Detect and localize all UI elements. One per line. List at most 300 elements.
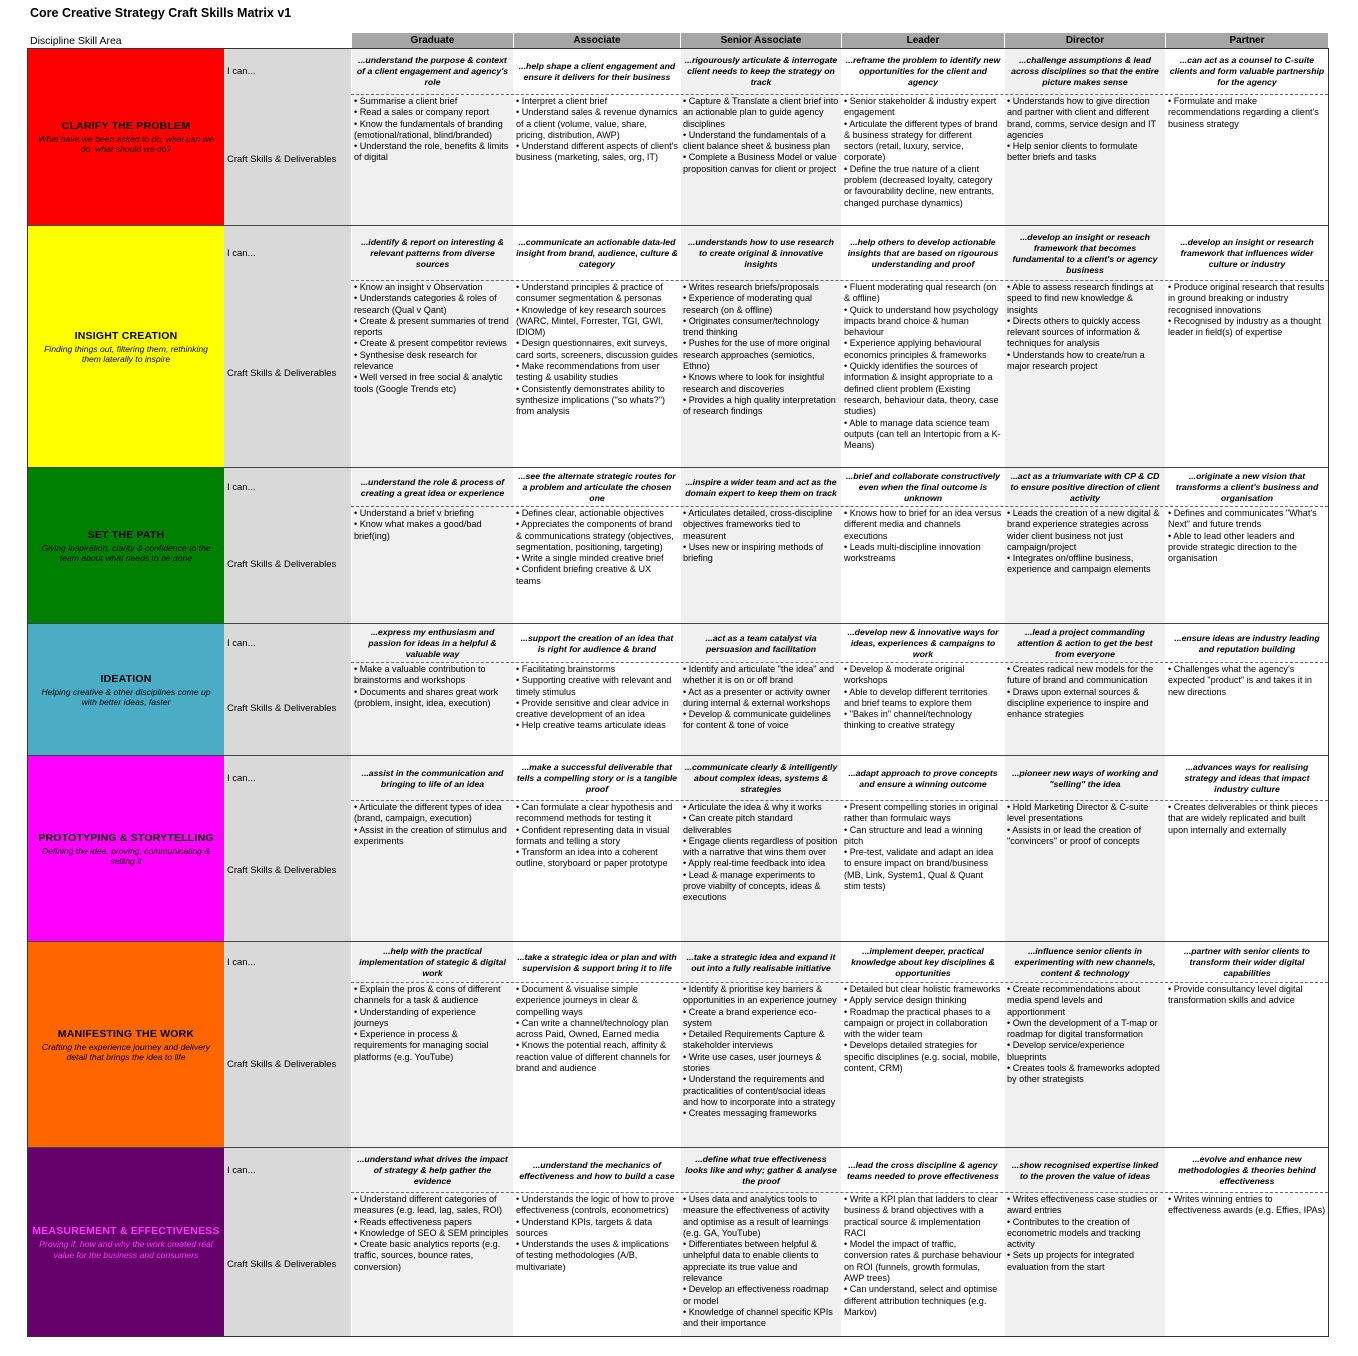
craft-skills-cell	[842, 662, 1004, 755]
skill-bullet: • Documents and shares great work (problem, insight, idea, execution)	[354, 686, 499, 708]
skill-bullet: • Create recommendations about media spend levels and apportionment	[1007, 984, 1141, 1017]
ican-statement	[514, 624, 680, 662]
skill-bullet: • Confident briefing creative & UX teams	[516, 564, 652, 586]
craft-skills-cell	[842, 1192, 1004, 1336]
ican-text: ...influence senior clients in experimenting with new channels, content & technology	[1014, 946, 1156, 978]
ican-row-label: I can...	[224, 468, 351, 506]
row-divider	[351, 800, 1328, 801]
ican-statement	[352, 1148, 513, 1192]
skill-bullet: • Produce original research that results in ground breaking or industry recognised innovations	[1168, 282, 1325, 315]
skill-bullet: • Differentiates between helpful & unhelpful data to enable clients to appreciate its true value and relevance	[683, 1239, 819, 1284]
skill-bullet: • Understands the logic of how to prove effectiveness (controls, econometrics)	[516, 1194, 675, 1216]
skill-bullet: • Develop & moderate original workshops	[844, 664, 965, 686]
ican-text: ...express my enthusiasm and passion for ideas in a helpful & valuable way	[368, 627, 497, 659]
skill-bullet: • Reads effectiveness papers	[354, 1216, 472, 1227]
ican-row-label: I can...	[224, 226, 351, 280]
ican-statement	[681, 1148, 841, 1192]
skill-bullet: • Create & present competitor reviews	[354, 338, 507, 349]
ican-text: ...understand the role & process of creating a great idea or experience	[360, 476, 505, 498]
ican-statement	[1005, 1148, 1165, 1192]
skill-bullet: • Understand sales & revenue dynamics of a client (volume, value, share, pricing, distribution, AWP)	[516, 107, 678, 140]
skill-section	[27, 48, 1329, 226]
skill-bullet: • Experience in process & requirements for managing social platforms (e.g. YouTube)	[354, 1029, 489, 1062]
skill-bullet: • Know what makes a good/bad brief(ing)	[354, 519, 482, 541]
ican-statement	[514, 48, 680, 94]
ican-statement	[1005, 468, 1165, 506]
row-divider	[351, 982, 1328, 983]
ican-text: ...lead the cross discipline & agency teams needed to prove effectiveness	[847, 1159, 999, 1181]
category-description: Defining the idea, proving, communicating & selling it	[41, 845, 211, 866]
skill-bullet: • Define the true nature of a client problem (decreased loyalty, category or favourability decline, new entrants, changed purchase dynamics)	[844, 163, 995, 208]
skill-bullet: • Appreciates the components of brand & communications strategy (objectives, segmentation, positioning, targeting)	[516, 519, 674, 552]
craft-skills-cell	[1166, 982, 1328, 1147]
level-header: Graduate	[352, 33, 513, 48]
ican-text: ...make a successful deliverable that tells a compelling story or is a tangible proof	[516, 762, 678, 794]
ican-statement	[842, 624, 1004, 662]
skill-bullet: • Knows where to look for insightful research and discoveries	[683, 372, 825, 394]
skill-bullet: • Develop service/experience blueprints	[1007, 1040, 1125, 1062]
craft-row-label: Craft Skills & Deliverables	[224, 800, 351, 941]
level-header: Associate	[514, 33, 680, 48]
skill-bullet: • Creates tools & frameworks adopted by other strategists	[1007, 1063, 1160, 1085]
ican-text: ...define what true effectiveness looks like and why; gather & analyse the proof	[685, 1154, 837, 1186]
skill-bullet: • Understand the fundamentals of a client balance sheet & business plan	[683, 129, 831, 152]
skill-bullet: • Directs others to quickly access relevant sources of information & techniques for analysis	[1007, 315, 1141, 349]
ican-text: ...communicate an actionable data-led insight from brand, audience, culture & category	[516, 237, 678, 269]
skill-bullet: • Quickly identifies the sources of information & insight appropriate to a defined client problem (Existing research, behaviour data, theory, case studies)	[844, 361, 999, 417]
ican-text: ...understand the mechanics of effectiveness and how to build a case	[519, 1159, 675, 1181]
ican-text: ...ensure ideas are industry leading and reputation building	[1174, 632, 1320, 654]
skill-bullet: • Able to develop different territories and brief teams to explore them	[844, 686, 988, 708]
skill-bullet: • Assist in the creation of stimulus and experiments	[354, 824, 507, 846]
craft-skills-cell	[514, 982, 680, 1147]
ican-text: ...brief and collaborate constructively even when the final outcome is unknown	[845, 471, 1000, 503]
skill-bullet: • Pushes for the use of more original research approaches (semiotics, Ethno)	[683, 338, 830, 372]
craft-skills-cell	[1005, 800, 1165, 941]
skill-bullet: • Recognised by industry as a thought leader in field(s) of expertise	[1168, 315, 1321, 338]
craft-skills-cell	[1166, 800, 1328, 941]
skill-bullet: • Write a single minded creative brief	[516, 553, 664, 564]
skill-bullet: • Develop an effectiveness roadmap or model	[683, 1284, 829, 1306]
craft-skills-cell	[352, 280, 513, 467]
ican-text: ...reframe the problem to identify new opportunities for the client and agency	[845, 55, 1001, 87]
category-block	[28, 756, 224, 942]
ican-row-label: I can...	[224, 48, 351, 94]
skill-bullet: • Can write a channel/technology plan across Paid, Owned, Earned media	[516, 1017, 669, 1040]
row-divider	[351, 506, 1328, 507]
skill-bullet: • Lead & manage experiments to prove viabilty of concepts, ideas & executions	[683, 869, 821, 903]
skill-bullet: • Leads the creation of a new digital & brand experience strategies across wider client business not just campaign/project	[1007, 508, 1160, 552]
skill-bullet: • Write a KPI plan that ladders to clear business & brand objectives with a practical source & implementation RACI	[844, 1194, 998, 1238]
ican-text: ...identify & report on interesting & relevant patterns from diverse sources	[361, 237, 504, 269]
craft-skills-cell	[1005, 982, 1165, 1147]
skill-bullet: • Defines clear, actionable objectives	[516, 508, 664, 518]
skill-bullet: • Creates messaging frameworks	[683, 1108, 817, 1119]
document-title: Core Creative Strategy Craft Skills Matrix v1	[30, 6, 292, 20]
skill-bullet: • Knowledge of SEO & SEM principles	[354, 1227, 509, 1238]
level-header: Director	[1005, 33, 1165, 48]
craft-skills-cell	[514, 662, 680, 755]
row-divider	[351, 280, 1328, 281]
skill-bullet: • Creates radical new models for the future of brand and communication	[1007, 664, 1154, 686]
ican-text: ...take a strategic idea or plan and with supervision & support bring it to life	[517, 951, 677, 973]
skill-bullet: • Fluent moderating qual research (on & offline)	[844, 282, 997, 304]
skill-bullet: • Knowledge of channel specific KPIs and their importance	[683, 1306, 833, 1329]
skill-bullet: • Draws upon external sources & discipline experience to inspire and enhance strategies	[1007, 686, 1149, 720]
ican-statement	[842, 226, 1004, 280]
skill-bullet: • Document & visualise simple experience journeys in clear & compelling ways	[516, 984, 638, 1017]
ican-statement	[1166, 1148, 1328, 1192]
ican-row-label: I can...	[224, 1148, 351, 1192]
skill-bullet: • Help senior clients to formulate better briefs and tasks	[1007, 141, 1138, 163]
skill-bullet: • Provides a high quality interpretation of research findings	[683, 394, 836, 417]
ican-statement	[352, 942, 513, 982]
skill-bullet: • Understand principles & practice of consumer segmentation & personas	[516, 282, 663, 304]
level-header: Partner	[1166, 33, 1328, 48]
skill-bullet: • Knows how to brief for an idea versus different media and channels executions	[844, 508, 1002, 541]
skill-section	[27, 468, 1329, 624]
skill-bullet: • Experience applying behavioural economics principles & frameworks	[844, 338, 987, 360]
skill-bullet: • Sets up projects for integrated evaluation from the start	[1007, 1250, 1135, 1272]
ican-statement	[514, 468, 680, 506]
skill-bullet: • Summarise a client brief	[354, 96, 458, 106]
craft-skills-cell	[1005, 280, 1165, 467]
skill-bullet: • Leads multi-discipline innovation workstreams	[844, 541, 981, 564]
craft-skills-cell	[842, 280, 1004, 467]
category-name: SET THE PATH	[87, 528, 165, 541]
ican-text: ...help with the practical implementation of stategic & digital work	[359, 946, 506, 978]
ican-row-label: I can...	[224, 942, 351, 982]
craft-skills-cell	[681, 662, 841, 755]
category-block	[28, 468, 224, 624]
craft-row-label: Craft Skills & Deliverables	[224, 94, 351, 225]
skill-bullet: • Able to manage data science team outputs (can tell an Intertopic from a K-Means)	[844, 417, 1001, 451]
craft-row-label: Craft Skills & Deliverables	[224, 506, 351, 623]
skill-bullet: • Transform an idea into a coherent outline, storyboard or paper prototype	[516, 847, 668, 869]
craft-skills-cell	[1166, 94, 1328, 225]
ican-text: ...communicate clearly & intelligently about complex ideas, systems & strategies	[684, 762, 838, 794]
ican-statement	[1166, 226, 1328, 280]
ican-text: ...assist in the communication and bringing to life of an idea	[361, 767, 504, 789]
ican-text: ...take a strategic idea and expand it out into a fully realisable initiative	[686, 951, 836, 973]
skill-bullet: • Make a valuable contribution to brainstorms and workshops	[354, 664, 486, 686]
skill-bullet: • Create & present summaries of trend reports	[354, 315, 509, 338]
ican-text: ...develop new & innovative ways for ideas, experiences & campaigns to work	[847, 627, 999, 659]
ican-text: ...can act as a counsel to C-suite clients and form valuable partnership for the agency	[1169, 55, 1325, 87]
skill-bullet: • Hold Marketing Director & C-suite level presentations	[1007, 802, 1149, 824]
ican-text: ...develop an insight or research framework that influences wider culture or industry	[1180, 237, 1314, 269]
skill-bullet: • Uses data and analytics tools to measure the effectiveness of activity and optimise as a result of learnings (e.g. GA, YouTube)	[683, 1194, 830, 1238]
category-description: Proving if, how and why the work created real value for the business and consumers	[39, 1239, 213, 1260]
skill-bullet: • Knows the potential reach, affinity & reaction value of different channels for brand and audience	[516, 1040, 671, 1074]
skill-bullet: • Understanding of experience journeys	[354, 1006, 476, 1028]
ican-statement	[1166, 624, 1328, 662]
skill-bullet: • Read a sales or company report	[354, 107, 490, 118]
skill-bullet: • Writes effectiveness case studies or award entries	[1007, 1194, 1158, 1216]
skill-bullet: • Capture & Translate a client brief into an actionable plan to guide agency disciplines	[683, 96, 839, 129]
row-divider	[351, 1192, 1328, 1193]
ican-statement	[352, 48, 513, 94]
level-header: Leader	[842, 33, 1004, 48]
ican-text: ...originate a new vision that transforms a client's business and organisation	[1175, 471, 1319, 503]
ican-text: ...understand what drives the impact of strategy & help gather the evidence	[357, 1154, 508, 1186]
ican-statement	[352, 756, 513, 800]
ican-text: ...inspire a wider team and act as the domain expert to keep them on track	[685, 476, 837, 498]
ican-statement	[514, 1148, 680, 1192]
ican-text: ...act as a triumvariate with CP & CD to ensure positive direction of client activity	[1010, 471, 1160, 503]
skill-bullet: • Detailed but clear holistic frameworks	[844, 984, 1001, 994]
craft-skills-cell	[842, 982, 1004, 1147]
skill-bullet: • Detailed Requirements Capture & stakeholder interviews	[683, 1029, 825, 1051]
discipline-skill-area-label: Discipline Skill Area	[30, 35, 122, 47]
craft-row-label: Craft Skills & Deliverables	[224, 662, 351, 755]
ican-statement	[352, 226, 513, 280]
skill-bullet: • Understand the role, benefits & limits of digital	[354, 141, 509, 163]
skill-bullet: • Understands categories & roles of research (Qual v Qant)	[354, 293, 497, 315]
skill-bullet: • Help creative teams articulate ideas	[516, 720, 666, 731]
skill-section	[27, 226, 1329, 468]
skill-bullet: • Articulate the different types of brand & business strategy for different sectors (retail, luxury, service, corporate)	[844, 118, 998, 163]
skill-bullet: • Quick to understand how psychology impacts brand choice & human behaviour	[844, 304, 999, 338]
craft-skills-cell	[514, 94, 680, 225]
craft-skills-cell	[352, 800, 513, 941]
ican-text: ...partner with senior clients to transform their wider digital capabilities	[1184, 946, 1310, 978]
skill-bullet: • Writes research briefs/proposals	[683, 282, 819, 292]
skill-bullet: • Originates consumer/technology trend thinking	[683, 315, 820, 338]
skill-bullet: • Develops detailed strategies for specific disciplines (e.g. social, mobile, content, CRM)	[844, 1040, 1000, 1074]
category-name: MANIFESTING THE WORK	[57, 1027, 195, 1040]
category-name: MEASUREMENT & EFFECTIVENESS	[32, 1225, 220, 1237]
craft-skills-cell	[514, 506, 680, 623]
skill-bullet: • Present compelling stories in original rather than formulaic ways	[844, 802, 998, 824]
skill-bullet: • Know the fundamentals of branding (emotional/rational, blind/branded)	[354, 118, 503, 140]
craft-skills-cell	[842, 94, 1004, 225]
ican-statement	[681, 468, 841, 506]
skill-bullet: • Integrates on/offline business, experience and campaign elements	[1007, 553, 1151, 575]
skill-bullet: • Identify & prioritise key barriers & opportunities in an experience journey	[683, 984, 837, 1006]
skill-bullet: • Defines and communicates "What's Next" and future trends	[1168, 508, 1317, 530]
ican-text: ...pioneer new ways of working and "selling" the idea	[1012, 767, 1158, 789]
category-name: CLARIFY THE PROBLEM	[61, 119, 191, 132]
ican-statement	[514, 226, 680, 280]
skill-bullet: • Pre-test, validate and adapt an idea to ensure impact on brand/business (MB, Link, System1, Qual & Quant stim tests)	[844, 847, 994, 892]
category-block	[28, 942, 224, 1148]
skill-bullet: • Contributes to the creation of econometric models and tracking activity	[1007, 1216, 1141, 1250]
craft-skills-cell	[352, 982, 513, 1147]
skill-bullet: • Engage clients regardless of position with a narrative that wins them over	[683, 835, 838, 858]
ican-statement	[1166, 942, 1328, 982]
ican-row-label: I can...	[224, 624, 351, 662]
skill-bullet: • Understand the requirements and practicalities of content/social ideas and how to incorporate into a strategy	[683, 1074, 836, 1107]
category-description: Finding things out, filtering them, rethinking them laterally to inspire	[44, 343, 208, 364]
ican-text: ...adapt approach to prove concepts and ensure a winning outcome	[848, 767, 998, 789]
skill-bullet: • Assists in or lead the creation of "convincers" or proof of concepts	[1007, 824, 1142, 846]
craft-skills-cell	[514, 280, 680, 467]
ican-text: ...act as a team catalyst via persuasion and facilitation	[705, 632, 817, 654]
skill-bullet: • Understand different aspects of client's business (marketing, sales, org, IT)	[516, 141, 678, 163]
skill-bullet: • Create a brand experience eco-system	[683, 1006, 817, 1028]
category-name: PROTOTYPING & STORYTELLING	[38, 831, 214, 844]
skill-bullet: • Make recommendations from user testing & usability studies	[516, 361, 660, 383]
ican-statement	[1166, 756, 1328, 800]
ican-statement	[514, 942, 680, 982]
craft-skills-cell	[681, 280, 841, 467]
ican-text: ...help shape a client engagement and ensure it delivers for their business	[518, 60, 676, 82]
ican-text: ...develop an insight or reseach framework that becomes fundamental to a client's or agency business	[1012, 231, 1158, 275]
skill-bullet: • Able to assess research findings at speed to find new knowledge & insights	[1007, 282, 1154, 315]
skill-bullet: • Create basic analytics reports (e.g. traffic, sources, bounce rates, conversion)	[354, 1239, 501, 1272]
skill-bullet: • Can create pitch standard deliverables	[683, 813, 793, 835]
ican-statement	[681, 226, 841, 280]
skill-bullet: • Experience of moderating qual research (on & offline)	[683, 293, 813, 315]
craft-skills-cell	[352, 94, 513, 225]
ican-text: ...lead a project commanding attention & action to get the best from everyone	[1017, 627, 1153, 659]
skill-bullet: • Well versed in free social & analytic tools (Google Trends etc)	[354, 372, 503, 394]
ican-text: ...see the alternate strategic routes for a problem and articulate the chosen one	[518, 471, 676, 503]
ican-statement	[352, 468, 513, 506]
ican-statement	[1166, 468, 1328, 506]
craft-skills-cell	[1166, 506, 1328, 623]
skill-bullet: • Creates deliverables or think pieces that are widely replicated and built upon internally and externally	[1168, 802, 1318, 835]
skill-bullet: • Understands the uses & implications of testing methodologies (A/B, multivariate)	[516, 1239, 669, 1272]
skill-bullet: • Articulates detailed, cross-discipline objectives frameworks tied to measurent	[683, 508, 833, 541]
ican-statement	[1005, 624, 1165, 662]
skill-bullet: • Complete a Business Model or value proposition canvas for client or project	[683, 152, 837, 174]
level-header: Senior Associate	[681, 33, 841, 48]
craft-skills-cell	[681, 1192, 841, 1336]
skill-bullet: • Knowledge of key research sources (WARC, Mintel, Forrester, TGI, GWI, IDIOM)	[516, 304, 666, 338]
skill-section	[27, 942, 1329, 1148]
category-description: Helping creative & other disciplines come up with better ideas, faster	[41, 686, 211, 707]
ican-text: ...implement deeper, practical knowledge about key disciplines & opportunities	[851, 946, 995, 978]
craft-skills-cell	[1166, 662, 1328, 755]
skill-bullet: • Understand different categories of measures (e.g. lead, lag, sales, ROI)	[354, 1194, 503, 1216]
ican-statement	[681, 756, 841, 800]
ican-text: ...understand the purpose & context of a client engagement and agency's role	[356, 55, 509, 87]
category-name: INSIGHT CREATION	[74, 329, 178, 342]
ican-text: ...understands how to use research to create original & innovative insights	[688, 237, 834, 269]
craft-skills-cell	[681, 982, 841, 1147]
ican-statement	[1005, 756, 1165, 800]
ican-statement	[1166, 48, 1328, 94]
skill-section	[27, 1148, 1329, 1337]
skill-bullet: • Senior stakeholder & industry expert engagement	[844, 96, 997, 118]
ican-text: ...rigourously articulate & interrogate client needs to keep the strategy on track	[684, 55, 838, 87]
skill-bullet: • Uses new or inspiring methods of briefing	[683, 541, 824, 564]
skill-bullet: • Understands how to create/run a major research project	[1007, 349, 1145, 372]
skill-bullet: • Can formulate a clear hypothesis and recommend methods for testing it	[516, 802, 673, 824]
skill-bullet: • Apply service design thinking	[844, 995, 967, 1006]
skill-bullet: • Understand KPIs, targets & data sources	[516, 1216, 653, 1238]
skill-bullet: • Can understand, select and optimise different attribution techniques (e.g. Markov)	[844, 1284, 998, 1317]
skill-bullet: • Write use cases, user journeys & stories	[683, 1051, 822, 1074]
skill-bullet: • Act as a presenter or activity owner during internal & external workshops	[683, 686, 831, 708]
craft-skills-cell	[1005, 662, 1165, 755]
section-divider	[27, 1336, 1329, 1337]
ican-text: ...help others to develop actionable insights that are based on rigourous understanding and proof	[847, 237, 999, 269]
craft-skills-cell	[1166, 280, 1328, 467]
skill-bullet: • Know an insight v Observation	[354, 282, 483, 292]
craft-skills-cell	[514, 1192, 680, 1336]
ican-statement	[842, 468, 1004, 506]
skill-bullet: • Model the impact of traffic, conversion rates & purchase behaviour on ROI (funnels, growth formulas, AWP trees)	[844, 1239, 1002, 1284]
craft-skills-cell	[352, 1192, 513, 1336]
category-description: What have we been asked to do, what can we do, what should we do?	[38, 133, 214, 154]
ican-statement	[1005, 942, 1165, 982]
skill-bullet: • Roadmap the practical phases to a campaign or project in collaboration with the wider team	[844, 1006, 991, 1040]
category-block	[28, 1148, 224, 1337]
skill-section	[27, 756, 1329, 942]
craft-skills-cell	[1166, 1192, 1328, 1336]
ican-statement	[1005, 226, 1165, 280]
ican-statement	[842, 1148, 1004, 1192]
skill-bullet: • Facilitating brainstorms	[516, 664, 616, 674]
craft-skills-cell	[681, 800, 841, 941]
craft-row-label: Craft Skills & Deliverables	[224, 280, 351, 467]
row-divider	[351, 94, 1328, 95]
ican-statement	[681, 624, 841, 662]
skill-bullet: • "Bakes in" channel/technology thinking to creative strategy	[844, 709, 972, 731]
craft-skills-cell	[1005, 94, 1165, 225]
skill-bullet: • Understand a brief v briefing	[354, 508, 474, 518]
category-block	[28, 226, 224, 468]
skill-bullet: • Articulate the different types of idea (brand, campaign, execution)	[354, 802, 502, 824]
skill-bullet: • Supporting creative with relevant and timely stimulus	[516, 675, 672, 697]
craft-skills-cell	[842, 506, 1004, 623]
ican-statement	[842, 942, 1004, 982]
craft-skills-cell	[681, 506, 841, 623]
skill-bullet: • Confident representing data in visual formats and telling a story	[516, 824, 670, 846]
skill-bullet: • Challenges what the agency's expected "product" is and takes it in new directions	[1168, 664, 1312, 697]
ican-statement	[681, 48, 841, 94]
ican-statement	[352, 624, 513, 662]
skill-bullet: • Understands how to give direction and partner with client and different brand, comms, service design and IT agencies	[1007, 96, 1156, 140]
craft-skills-cell	[681, 94, 841, 225]
craft-skills-cell	[514, 800, 680, 941]
skill-bullet: • Apply real-time feedback into idea	[683, 858, 826, 869]
skill-bullet: • Provide sensitive and clear advice in creative development of an idea	[516, 697, 669, 720]
skill-bullet: • Writes winning entries to effectiveness awards (e.g. Effies, IPAs)	[1168, 1194, 1326, 1216]
category-block	[28, 48, 224, 226]
category-block	[28, 624, 224, 756]
ican-text: ...show recognised expertise linked to the proven the value of ideas	[1011, 1159, 1159, 1181]
craft-row-label: Craft Skills & Deliverables	[224, 982, 351, 1147]
skill-section	[27, 624, 1329, 756]
ican-statement	[842, 756, 1004, 800]
skill-bullet: • Explain the pros & cons of different channels for a task & audience	[354, 984, 501, 1006]
skill-bullet: • Synthesise desk research for relevance	[354, 349, 477, 372]
skill-bullet: • Provide consultancy level digital transformation skills and advice	[1168, 984, 1303, 1006]
skill-bullet: • Develop & communicate guidelines for content & tone of voice	[683, 709, 831, 731]
craft-skills-cell	[352, 506, 513, 623]
ican-row-label: I can...	[224, 756, 351, 800]
skill-bullet: • Own the development of a T-map or roadmap for digital transformation	[1007, 1017, 1158, 1040]
skill-bullet: • Consistently demonstrates ability to synthesize implications ("so whats?") from analysis	[516, 383, 665, 417]
ican-text: ...support the creation of an idea that is right for audience & brand	[520, 632, 674, 654]
craft-row-label: Craft Skills & Deliverables	[224, 1192, 351, 1336]
craft-skills-cell	[1005, 1192, 1165, 1336]
craft-skills-cell	[1005, 506, 1165, 623]
skill-bullet: • Formulate and make recommendations regarding a client's business strategy	[1168, 96, 1319, 129]
skill-bullet: • Able to lead other leaders and provide strategic direction to the organisation	[1168, 530, 1297, 564]
skill-bullet: • Articulate the idea & why it works	[683, 802, 822, 812]
craft-skills-cell	[352, 662, 513, 755]
skill-bullet: • Design questionnaires, exit surveys, card sorts, screeners, discussion guides	[516, 338, 678, 360]
ican-statement	[1005, 48, 1165, 94]
category-name: IDEATION	[100, 672, 152, 685]
row-divider	[351, 662, 1328, 663]
ican-text: ...challenge assumptions & lead across disciplines so that the entire picture makes sense	[1011, 55, 1159, 87]
